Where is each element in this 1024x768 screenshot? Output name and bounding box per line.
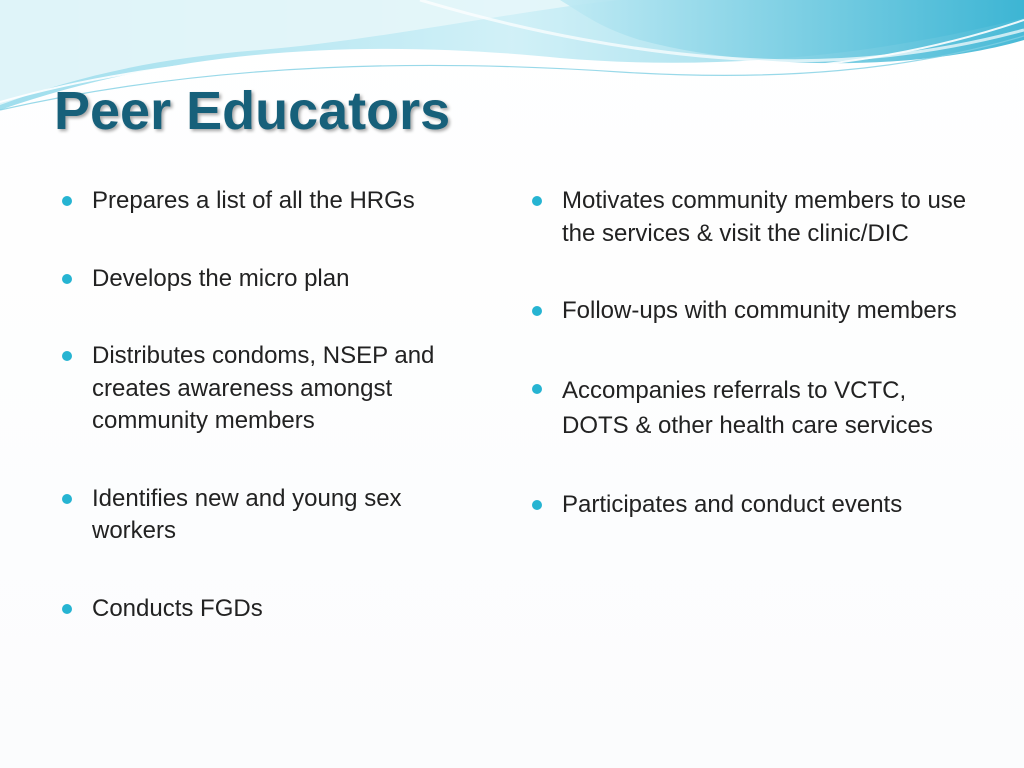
bullet-dot-icon: [62, 604, 72, 614]
bullet-dot-icon: [62, 274, 72, 284]
bullet-dot-icon: [532, 384, 542, 394]
list-item: Prepares a list of all the HRGs: [62, 185, 482, 218]
bullet-dot-icon: [532, 196, 542, 206]
list-item: Develops the micro plan: [62, 263, 482, 296]
list-item: Conducts FGDs: [62, 593, 482, 626]
list-item: Accompanies referrals to VCTC, DOTS & other health care services: [532, 373, 972, 444]
left-bullet-list: [62, 185, 482, 670]
list-item: Distributes condoms, NSEP and creates awareness amongst community members: [62, 340, 482, 438]
bullet-dot-icon: [62, 196, 72, 206]
bullet-dot-icon: [532, 500, 542, 510]
list-item: Motivates community members to use the services & visit the clinic/DIC: [532, 185, 972, 250]
bullet-dot-icon: [62, 494, 72, 504]
bullet-dot-icon: [532, 306, 542, 316]
slide-title: Peer Educators: [54, 81, 451, 141]
list-item: Follow-ups with community members: [532, 295, 972, 328]
list-item: Participates and conduct events: [532, 489, 972, 522]
list-item: Identifies new and young sex workers: [62, 483, 482, 548]
bullet-dot-icon: [62, 351, 72, 361]
right-bullet-list: [532, 185, 972, 566]
